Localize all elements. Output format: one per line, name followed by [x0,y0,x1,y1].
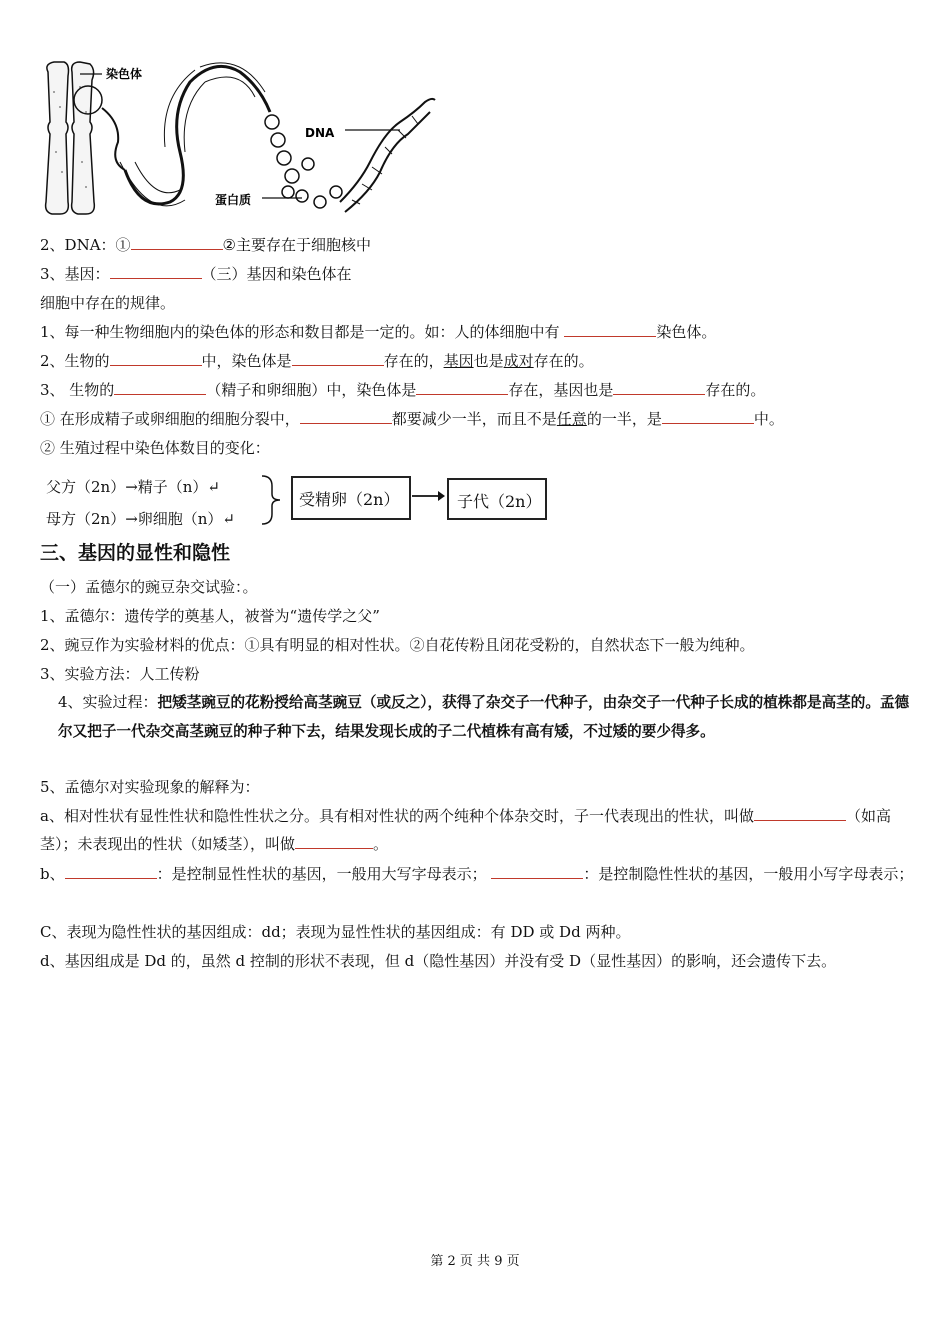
answer-blank[interactable] [491,878,583,879]
item-b [40,860,920,888]
item-2: 2、豌豆作为实验材料的优点：①具有明显的相对性状。②自花传粉且闭花受粉的，自然状态下一般为纯种。 [40,636,755,654]
item-3: 3、实验方法：人工传粉 [40,665,200,683]
diagram-father: 父方（2n）→精子（n）↵ [46,478,221,496]
item-a [40,802,920,858]
text: （三）基因和染色体在 [201,265,352,283]
text: 成对 [503,352,534,370]
gene-line-cont: 细胞中存在的规律。 [40,294,176,312]
text: 存在的， [383,352,444,370]
gene-line [40,264,352,284]
answer-blank[interactable] [292,365,384,366]
item-5: 5、孟德尔对实验现象的解释为： [40,778,260,796]
answer-blank[interactable] [295,848,373,849]
answer-blank[interactable] [416,394,508,395]
section-3-subheading: （一）孟德尔的豌豆杂交试验：。 [40,578,258,596]
diagram-mother: 母方（2n）→卵细胞（n）↵ [46,510,236,528]
dna-line [40,235,371,255]
text: 中。 [753,410,784,428]
answer-blank[interactable] [65,878,157,879]
offspring-box [447,478,547,520]
answer-blank[interactable] [300,423,392,424]
text: 3、基因： [40,265,110,283]
answer-blank[interactable] [662,423,754,424]
text: ① 在形成精子或卵细胞的细胞分裂中， [40,410,300,428]
text: ：是控制隐性性状的基因，一般用小写字母表示； [583,865,914,883]
rule-1 [40,322,716,342]
rule-2 [40,351,594,371]
text: b、 [40,865,65,883]
label-dna: DNA [305,126,335,140]
offspring-label: 子代（2n） [457,492,542,511]
answer-blank[interactable] [564,336,656,337]
experiment-procedure: 把矮茎豌豆的花粉授给高茎豌豆（或反之），获得了杂交子一代种子，由杂交子一代种子长成的植株都是高茎的。孟德尔又把子一代杂交高茎豌豆的种子种下去，结果发现长成的子二代植株有高有矮，不过矮的要少得多。 [58,694,910,740]
chromosome-drawing [46,62,95,214]
text: 2、生物的 [40,352,110,370]
answer-blank[interactable] [131,249,223,250]
zygote-box [291,476,411,520]
text: 4、实验过程： [58,693,158,711]
answer-blank[interactable] [754,820,846,821]
dna-helix [340,99,435,212]
item-1: 1、孟德尔：遗传学的奠基人，被誉为“遗传学之父” [40,607,380,625]
answer-blank[interactable] [613,394,705,395]
rule-3 [40,380,765,400]
text: 存在的。 [705,381,766,399]
section-3-heading: 三、基因的显性和隐性 [40,542,231,564]
rule-4 [40,409,784,429]
answer-blank[interactable] [114,394,206,395]
text: 都要减少一半，而且不是 [391,410,557,428]
rule-5: ② 生殖过程中染色体数目的变化： [40,439,270,457]
text: （如高茎）；未表现出的性状（如矮茎），叫做 [40,807,891,853]
text: 基因 [443,352,474,370]
page-footer: 第 2 页 共 9 页 [430,1254,520,1269]
label-chromosome: 染色体 [106,67,143,81]
text: 存在，基因也是 [508,381,614,399]
text: 的一半，是 [586,410,662,428]
item-4 [58,688,920,746]
text: 也是 [473,352,504,370]
zygote-label: 受精卵（2n） [299,490,400,509]
text: 1、每一种生物细胞内的染色体的形态和数目都是一定的。如：人的体细胞中有 [40,323,560,341]
item-d: d、基因组成是 Dd 的，虽然 d 控制的形状不表现，但 d（隐性基因）并没有受 D（显性基因）的影响，还会遗传下去。 [40,952,837,970]
answer-blank[interactable] [110,278,202,279]
text: ②主要存在于细胞核中 [222,236,371,254]
text: 存在的。 [533,352,594,370]
text: 任意 [556,410,587,428]
text: 2、DNA：① [40,236,131,254]
text: 3、 生物的 [40,381,115,399]
text: ：是控制显性性状的基因，一般用大写字母表示； [156,865,487,883]
label-protein: 蛋白质 [215,193,252,207]
answer-blank[interactable] [110,365,202,366]
text: （精子和卵细胞）中，染色体是 [206,381,417,399]
brace-icon [258,474,288,526]
text: a、相对性状有显性性状和隐性性状之分。具有相对性状的两个纯种个体杂交时，子一代表现出的性状，叫做 [40,807,754,825]
item-c: C、表现为隐性性状的基因组成：dd；表现为显性性状的基因组成：有 DD 或 Dd 两种。 [40,923,631,941]
text: 中，染色体是 [201,352,292,370]
chromosome-dna-figure [40,52,440,222]
text: 。 [373,835,389,853]
arrow-right-icon [412,488,446,504]
text: 染色体。 [656,323,717,341]
